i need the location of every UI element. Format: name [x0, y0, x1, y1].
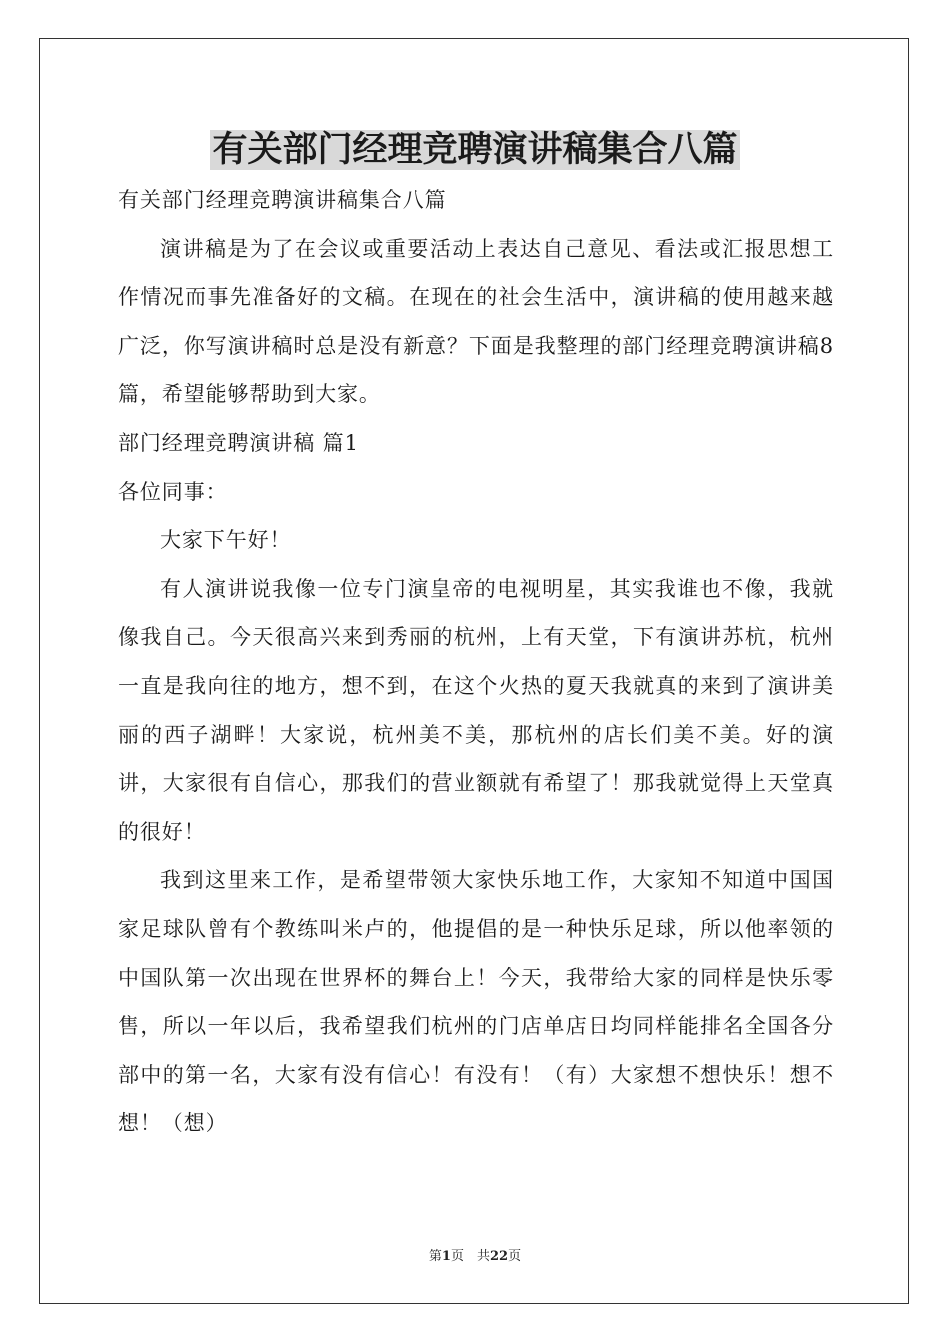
- paragraph-body-1: 有人演讲说我像一位专门演皇帝的电视明星，其实我谁也不像，我就像我自己。今天很高兴来到秀丽的杭州，上有天堂，下有演讲苏杭，杭州一直是我向往的地方，想不到，在这个火热的夏天我就真的来到了演讲美丽的西子湖畔！大家说，杭州美不美，那杭州的店长们美不美。好的演讲，大家很有自信心，那我们的营业额就有希望了！那我就觉得上天堂真的很好！: [118, 576, 834, 844]
- paragraph-greeting: 大家下午好！: [160, 528, 292, 553]
- paragraph-body-2: 我到这里来工作，是希望带领大家快乐地工作，大家知不知道中国国家足球队曾有个教练叫米卢的，他提倡的是一种快乐足球，所以他率领的中国队第一次出现在世界杯的舞台上！今天，我带给大家的同样是快乐零售，所以一年以后，我希望我们杭州的门店单店日均同样能排名全国各分部中的第一名，大家有没有信心！有没有！（有）大家想不想快乐！想不想！（想）: [118, 868, 834, 1136]
- document-title: [0, 126, 950, 174]
- page-mid: 页 共: [450, 1249, 490, 1264]
- paragraph-subtitle: 有关部门经理竞聘演讲稿集合八篇: [118, 188, 447, 212]
- paragraph-salutation: 各位同事：: [118, 479, 228, 504]
- page-suffix: 页: [508, 1249, 522, 1264]
- section-heading: 部门经理竞聘演讲稿 篇1: [118, 430, 359, 455]
- document-title-text: 有关部门经理竞聘演讲稿集合八篇: [212, 130, 738, 170]
- document-body: [118, 176, 834, 1148]
- page-total: 22: [489, 1249, 509, 1264]
- paragraph-intro: 演讲稿是为了在会议或重要活动上表达自己意见、看法或汇报思想工作情况而事先准备好的文稿。在现在的社会生活中，演讲稿的使用越来越广泛，你写演讲稿时总是没有新意？下面是我整理的部门经理竞聘演讲稿8篇，希望能够帮助到大家。: [118, 236, 834, 407]
- page-footer: [0, 1248, 950, 1266]
- page-prefix: 第: [428, 1249, 442, 1264]
- page-current: 1: [441, 1249, 451, 1264]
